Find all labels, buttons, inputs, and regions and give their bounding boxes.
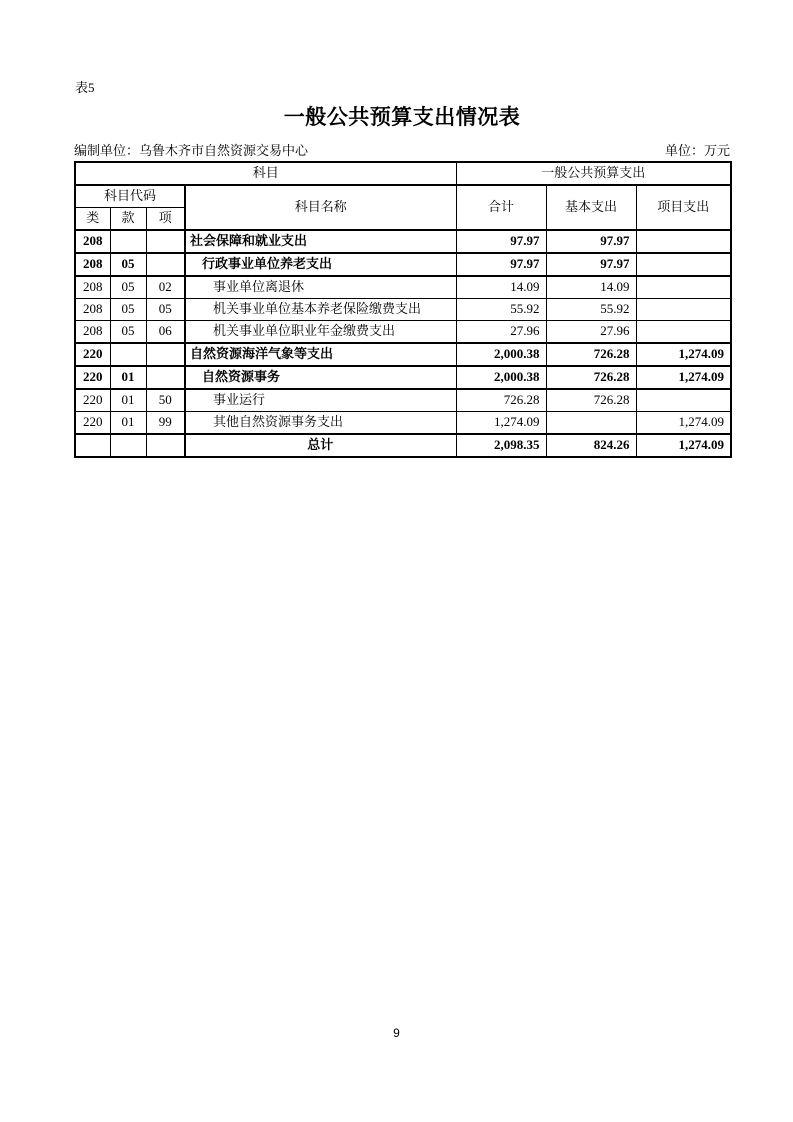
cell-section: 05	[110, 276, 146, 299]
cell-total: 2,000.38	[456, 366, 546, 389]
cell-total: 55.92	[456, 299, 546, 321]
cell-project-expenditure: 1,274.09	[636, 434, 731, 457]
header-row-2	[75, 185, 731, 208]
table-body	[75, 230, 731, 457]
prepared-by-label: 编制单位：乌鲁木齐市自然资源交易中心	[74, 143, 309, 158]
table-number-label: 表5	[75, 80, 95, 95]
cell-total: 726.28	[456, 389, 546, 412]
cell-subject-name: 其他自然资源事务支出	[185, 412, 456, 435]
page-number: 9	[393, 1026, 400, 1040]
header-project-expenditure: 项目支出	[636, 185, 731, 230]
cell-class: 220	[75, 389, 110, 412]
header-budget-group: 一般公共预算支出	[456, 162, 731, 185]
cell-section	[110, 230, 146, 253]
cell-project-expenditure: 1,274.09	[636, 366, 731, 389]
cell-basic-expenditure	[546, 412, 636, 435]
cell-class: 208	[75, 321, 110, 344]
cell-project-expenditure	[636, 299, 731, 321]
cell-subject-name: 行政事业单位养老支出	[185, 253, 456, 276]
table-row	[75, 366, 731, 389]
table-row	[75, 276, 731, 299]
unit-label: 单位：万元	[664, 143, 730, 158]
info-line	[74, 140, 730, 159]
cell-basic-expenditure: 726.28	[546, 343, 636, 366]
cell-item	[146, 366, 185, 389]
header-subject: 科目	[75, 162, 456, 185]
cell-basic-expenditure: 726.28	[546, 366, 636, 389]
cell-item	[146, 253, 185, 276]
cell-section: 01	[110, 389, 146, 412]
cell-project-expenditure: 1,274.09	[636, 412, 731, 435]
cell-class: 220	[75, 412, 110, 435]
cell-section	[110, 434, 146, 457]
cell-basic-expenditure: 97.97	[546, 230, 636, 253]
cell-project-expenditure	[636, 253, 731, 276]
cell-subject-name: 自然资源海洋气象等支出	[185, 343, 456, 366]
cell-item: 02	[146, 276, 185, 299]
cell-item	[146, 434, 185, 457]
cell-class: 208	[75, 253, 110, 276]
cell-subject-name: 机关事业单位基本养老保险缴费支出	[185, 299, 456, 321]
cell-class: 208	[75, 230, 110, 253]
cell-basic-expenditure: 14.09	[546, 276, 636, 299]
cell-section: 05	[110, 321, 146, 344]
cell-section: 01	[110, 366, 146, 389]
table-row	[75, 253, 731, 276]
cell-item: 06	[146, 321, 185, 344]
table-row	[75, 230, 731, 253]
cell-total: 14.09	[456, 276, 546, 299]
header-subject-name: 科目名称	[185, 185, 456, 230]
cell-basic-expenditure: 726.28	[546, 389, 636, 412]
cell-project-expenditure	[636, 389, 731, 412]
header-section: 款	[110, 208, 146, 231]
cell-project-expenditure: 1,274.09	[636, 343, 731, 366]
cell-subject-name: 事业单位离退休	[185, 276, 456, 299]
cell-total: 2,098.35	[456, 434, 546, 457]
header-subject-code: 科目代码	[75, 185, 185, 208]
table-row	[75, 299, 731, 321]
cell-total: 97.97	[456, 253, 546, 276]
cell-project-expenditure	[636, 321, 731, 344]
header-row-1	[75, 162, 731, 185]
cell-section: 05	[110, 253, 146, 276]
table-header	[75, 162, 731, 230]
cell-subject-name: 机关事业单位职业年金缴费支出	[185, 321, 456, 344]
cell-total: 27.96	[456, 321, 546, 344]
cell-class: 220	[75, 366, 110, 389]
cell-section: 05	[110, 299, 146, 321]
header-total: 合计	[456, 185, 546, 230]
cell-subject-name: 自然资源事务	[185, 366, 456, 389]
cell-item: 50	[146, 389, 185, 412]
cell-section	[110, 343, 146, 366]
cell-class: 208	[75, 276, 110, 299]
cell-item	[146, 343, 185, 366]
table-row	[75, 389, 731, 412]
cell-basic-expenditure: 97.97	[546, 253, 636, 276]
cell-total: 97.97	[456, 230, 546, 253]
cell-class	[75, 434, 110, 457]
header-class: 类	[75, 208, 110, 231]
cell-subject-name: 事业运行	[185, 389, 456, 412]
cell-section: 01	[110, 412, 146, 435]
header-item: 项	[146, 208, 185, 231]
table-row	[75, 412, 731, 435]
cell-project-expenditure	[636, 230, 731, 253]
cell-class: 220	[75, 343, 110, 366]
cell-item: 05	[146, 299, 185, 321]
cell-class: 208	[75, 299, 110, 321]
cell-basic-expenditure: 27.96	[546, 321, 636, 344]
cell-item: 99	[146, 412, 185, 435]
cell-basic-expenditure: 824.26	[546, 434, 636, 457]
cell-subject-name: 社会保障和就业支出	[185, 230, 456, 253]
table-row	[75, 343, 731, 366]
table-row	[75, 434, 731, 457]
budget-expenditure-table	[74, 161, 732, 458]
cell-total: 1,274.09	[456, 412, 546, 435]
cell-basic-expenditure: 55.92	[546, 299, 636, 321]
cell-item	[146, 230, 185, 253]
page-title: 一般公共预算支出情况表	[283, 105, 521, 129]
cell-total: 2,000.38	[456, 343, 546, 366]
header-basic-expenditure: 基本支出	[546, 185, 636, 230]
cell-subject-name: 总计	[185, 434, 456, 457]
cell-project-expenditure	[636, 276, 731, 299]
table-row	[75, 321, 731, 344]
